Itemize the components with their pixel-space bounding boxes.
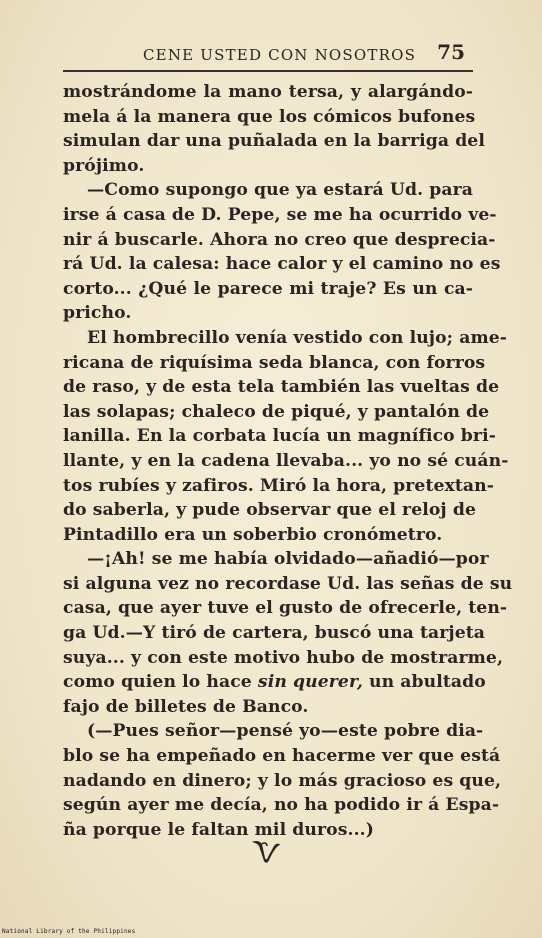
text-line: ricana de riquísima seda blanca, con forros — [63, 352, 486, 373]
text-line: rá Ud. la calesa: hace calor y el camino no es — [63, 254, 501, 275]
text-line: de raso, y de esta tela también las vueltas de — [63, 377, 500, 398]
text-line: ga Ud.—Y tiró de cartera, buscó una tarjeta — [63, 623, 486, 644]
text-line: suya... y con este motivo hubo de mostrarme, — [63, 647, 504, 668]
text-line: do saberla, y pude observar que el reloj de — [63, 500, 476, 521]
text-line: nir á buscarle. Ahora no creo que desprecia- — [63, 229, 496, 250]
text-line: lanilla. En la corbata lucía un magnífico bri- — [63, 426, 496, 447]
text-line: corto... ¿Qué le parece mi traje? Es un ca- — [63, 278, 473, 299]
line-end: un abultado — [362, 672, 486, 693]
running-head: CENE USTED CON NOSOTROS — [143, 46, 417, 64]
page-header — [63, 40, 473, 70]
text-line: El hombrecillo venía vestido con lujo; ame- — [87, 327, 508, 348]
text-line: —¡Ah! se me había olvidado—añadió—por — [87, 549, 489, 570]
text-line: pricho. — [63, 303, 132, 324]
text-line-with-italic — [63, 670, 486, 695]
italic-phrase: sin querer, — [257, 672, 363, 693]
text-line: (—Pues señor—pensé yo—este pobre dia- — [87, 721, 484, 742]
text-line: blo se ha empeñado en hacerme ver que está — [63, 746, 501, 767]
ornament-icon — [250, 838, 282, 864]
text-line: tos rubíes y zafiros. Miró la hora, pretextan- — [63, 475, 494, 496]
text-line: mela á la manera que los cómicos bufones — [63, 106, 476, 127]
text-line: fajo de billetes de Banco. — [63, 696, 309, 717]
body-text — [63, 80, 513, 842]
text-line: si alguna vez no recordase Ud. las señas de su — [63, 573, 513, 594]
text-line: irse á casa de D. Pepe, se me ha ocurrido ve- — [63, 204, 497, 225]
text-line: casa, que ayer tuve el gusto de ofrecerle, ten- — [63, 598, 508, 619]
library-watermark: National Library of the Philippines — [2, 928, 136, 935]
text-line: llante, y en la cadena llevaba... yo no sé cuán- — [63, 450, 509, 471]
text-line: prójimo. — [63, 155, 145, 176]
text-line: —Como supongo que ya estará Ud. para — [87, 180, 473, 201]
text-line: simulan dar una puñalada en la barriga del — [63, 131, 485, 152]
page-number: 75 — [437, 40, 465, 64]
text-line: Pintadillo era un soberbio cronómetro. — [63, 524, 443, 545]
text-line: mostrándome la mano tersa, y alargándo- — [63, 82, 473, 102]
line-start: como quien lo hace — [63, 672, 258, 693]
text-line: según ayer me decía, no ha podido ir á Espa- — [63, 795, 500, 816]
text-line: las solapas; chaleco de piqué, y pantalón de — [63, 401, 490, 422]
header-rule — [63, 70, 473, 72]
text-line: nadando en dinero; y lo más gracioso es que, — [63, 770, 502, 791]
text-line: ña porque le faltan mil duros...) — [63, 819, 374, 840]
